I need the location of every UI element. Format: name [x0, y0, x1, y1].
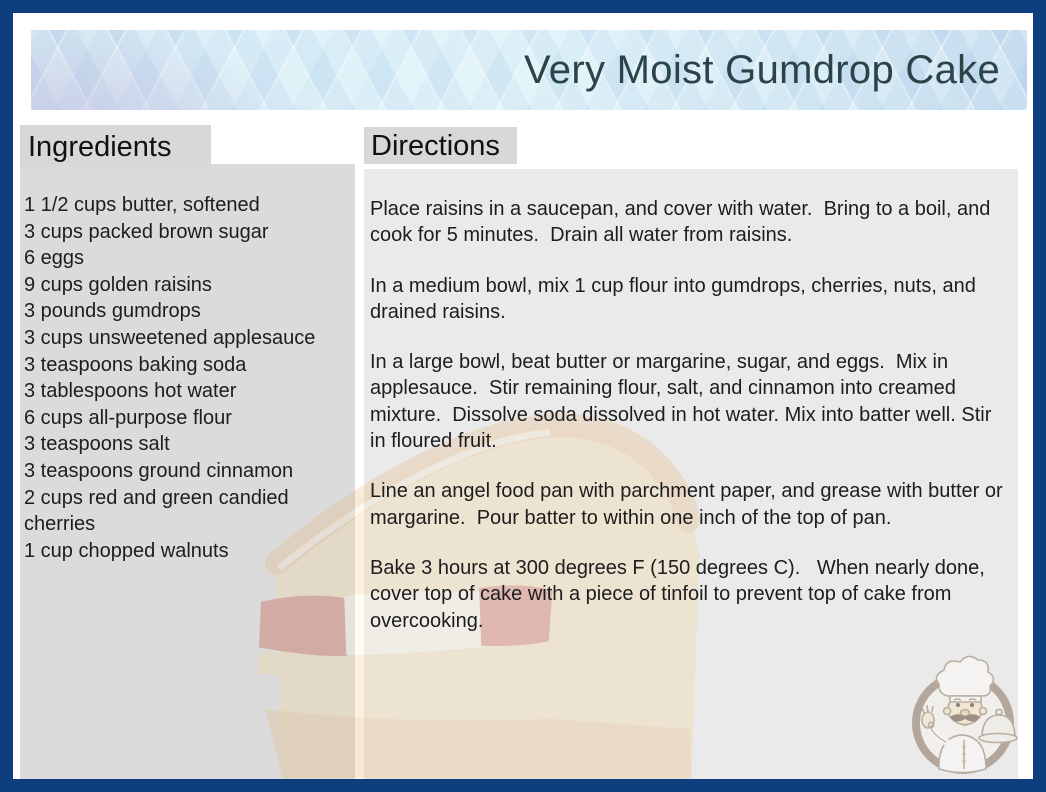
direction-paragraph: In a medium bowl, mix 1 cup flour into gumdrops, cherries, nuts, and drained raisins. — [370, 274, 982, 323]
page-title: Very Moist Gumdrop Cake — [524, 48, 1000, 92]
ingredient-item: 6 cups all-purpose flour — [24, 406, 232, 429]
direction-paragraph: Place raisins in a saucepan, and cover with water. Bring to a boil, and cook for 5 minutes. Drain all water from raisins. — [370, 198, 996, 247]
ingredient-item: 6 eggs — [24, 247, 85, 270]
ingredient-item: 3 pounds gumdrops — [24, 300, 201, 323]
direction-paragraph: Bake 3 hours at 300 degrees F (150 degrees C). When nearly done, cover top of cake with a piece of tinfoil to prevent top of cake from overcooking. — [370, 556, 991, 632]
ingredient-item: 3 cups unsweetened applesauce — [24, 326, 316, 349]
ingredient-item: 1 1/2 cups butter, softened — [24, 194, 260, 216]
direction-paragraph: Line an angel food pan with parchment paper, and grease with butter or margarine. Pour batter to within one inch of the top of pan. — [370, 480, 1009, 529]
ingredients-heading: Ingredients — [20, 125, 211, 167]
ingredients-list — [24, 192, 358, 564]
ingredient-item: 3 teaspoons ground cinnamon — [24, 459, 294, 482]
ingredient-item: 3 tablespoons hot water — [24, 380, 237, 403]
header-band — [31, 30, 1027, 110]
ingredient-item: 3 cups packed brown sugar — [24, 220, 269, 243]
ingredient-item: 3 teaspoons baking soda — [24, 353, 247, 376]
ingredient-item: 9 cups golden raisins — [24, 273, 212, 296]
directions-heading: Directions — [364, 127, 517, 164]
direction-paragraph: In a large bowl, beat butter or margarine, sugar, and eggs. Mix in applesauce. Stir remaining flour, salt, and cinnamon into creamed mixture. Dissolve soda dissolved in hot water. Mix into batter well. Stir in floured fruit. — [370, 351, 997, 453]
ingredient-item: 2 cups red and green candied cherries — [24, 486, 289, 536]
ingredient-item: 3 teaspoons salt — [24, 433, 170, 456]
ingredient-item: 1 cup chopped walnuts — [24, 539, 229, 562]
directions-body — [370, 196, 1010, 658]
